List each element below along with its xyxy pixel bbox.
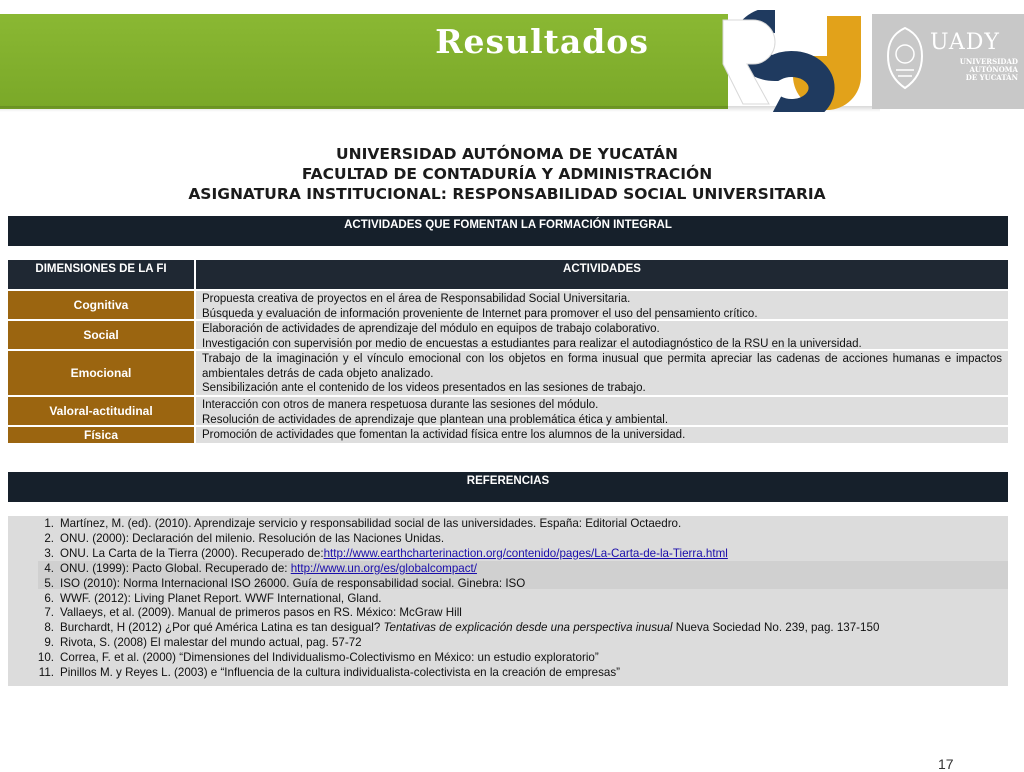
table-row	[8, 397, 1008, 425]
slide-title: Resultados	[435, 22, 649, 61]
list-item: 11. Pinillos M. y Reyes L. (2003) e “Influencia de la cultura individualista-colectivista en la creación de empresas”	[38, 666, 620, 680]
heading-subject: ASIGNATURA INSTITUCIONAL: RESPONSABILIDAD SOCIAL UNIVERSITARIA	[188, 185, 826, 203]
activities-table	[8, 260, 1008, 443]
list-item: 9. Rivota, S. (2008) El malestar del mundo actual, pag. 57-72	[44, 636, 362, 650]
activities-cell: Promoción de actividades que fomentan la actividad física entre los alumnos de la universidad.	[196, 427, 1008, 443]
activities-cell: Trabajo de la imaginación y el vínculo emocional con los objetos en forma inusual que permita apreciar las cadenas de acciones humanas e impactos ambientales detrás de cada objeto analizado. Sensibilización ante el contenido de los videos presentados en las sesiones de trabajo.	[196, 351, 1008, 395]
uady-logo	[872, 14, 1024, 109]
dimension-cell: Emocional	[8, 351, 194, 395]
heading-faculty: FACULTAD DE CONTADURÍA Y ADMINISTRACIÓN	[301, 165, 713, 183]
uady-name: UADY	[930, 30, 1000, 55]
dimension-cell: Valoral-actitudinal	[8, 397, 194, 425]
list-item: 8. Burchardt, H (2012) ¿Por qué América Latina es tan desigual? Tentativas de explicación desde una perspectiva inusual Nueva Sociedad No. 239, pag. 137-150	[44, 621, 880, 635]
list-item: 10. Correa, F. et al. (2000) “Dimensiones del Individualismo-Colectivismo en México: un estudio exploratorio”	[37, 651, 599, 665]
list-item: 5. ISO (2010): Norma Internacional ISO 26000. Guía de responsabilidad social. Ginebra: ISO	[44, 576, 526, 590]
references-list	[8, 517, 1008, 681]
uady-seal-icon	[884, 26, 926, 90]
dimension-cell: Social	[8, 321, 194, 349]
activities-cell: Interacción con otros de manera respetuosa durante las sesiones del módulo. Resolución de actividades de aprendizaje que plantean una problemática ética y ambiental.	[196, 397, 1008, 425]
uady-subtitle: UNIVERSIDAD AUTÓNOMA DE YUCATÁN	[959, 57, 1018, 82]
dimension-cell: Cognitiva	[8, 291, 194, 319]
list-item: 4. ONU. (1999): Pacto Global. Recuperado de: http://www.un.org/es/globalcompact/	[44, 561, 477, 575]
page-number: 17	[938, 756, 954, 772]
table-row	[8, 321, 1008, 349]
col-activities-header: ACTIVIDADES	[196, 260, 1008, 289]
activities-cell: Elaboración de actividades de aprendizaje del módulo en equipos de trabajo colaborativo. Investigación con supervisión por medio de encuestas a estudiantes para realizar el autodiagnóstico de la RSU en la universidad.	[196, 321, 1008, 349]
heading-university: UNIVERSIDAD AUTÓNOMA DE YUCATÁN	[336, 145, 678, 163]
rsu-logo	[715, 10, 865, 112]
document-headings	[0, 144, 1014, 204]
table-row	[8, 291, 1008, 319]
dimension-cell: Física	[8, 427, 194, 443]
activities-cell: Propuesta creativa de proyectos en el área de Responsabilidad Social Universitaria. Búsqueda y evaluación de información proveniente de Internet para promover el uso del pensamiento crítico.	[196, 291, 1008, 319]
table-row	[8, 351, 1008, 395]
col-dimension-header: DIMENSIONES DE LA FI	[8, 260, 194, 289]
list-item: 7. Vallaeys, et al. (2009). Manual de primeros pasos en RS. México: McGraw Hill	[44, 606, 462, 620]
list-item: 3. ONU. La Carta de la Tierra (2000). Recuperado de: http://www.earthcharterinaction.org/contenido/pages/La-Carta-de-la-Tierra.html	[44, 546, 728, 560]
list-item: 6. WWF. (2012): Living Planet Report. WWF International, Gland.	[44, 591, 382, 605]
references-panel	[8, 516, 1008, 686]
activities-table-header	[8, 260, 1008, 289]
table-row	[8, 427, 1008, 443]
list-item: 2. ONU. (2000): Declaración del milenio. Resolución de las Naciones Unidas.	[44, 531, 445, 545]
list-item: 1. Martínez, M. (ed). (2010). Aprendizaje servicio y responsabilidad social de las universidades. España: Editorial Octaedro.	[44, 517, 682, 530]
globalcompact-link[interactable]: http://www.un.org/es/globalcompact/	[290, 561, 477, 575]
activities-title-bar: ACTIVIDADES QUE FOMENTAN LA FORMACIÓN INTEGRAL	[8, 216, 1008, 246]
earthcharter-link[interactable]: http://www.earthcharterinaction.org/contenido/pages/La-Carta-de-la-Tierra.html	[323, 546, 728, 560]
references-title-bar: REFERENCIAS	[8, 472, 1008, 502]
